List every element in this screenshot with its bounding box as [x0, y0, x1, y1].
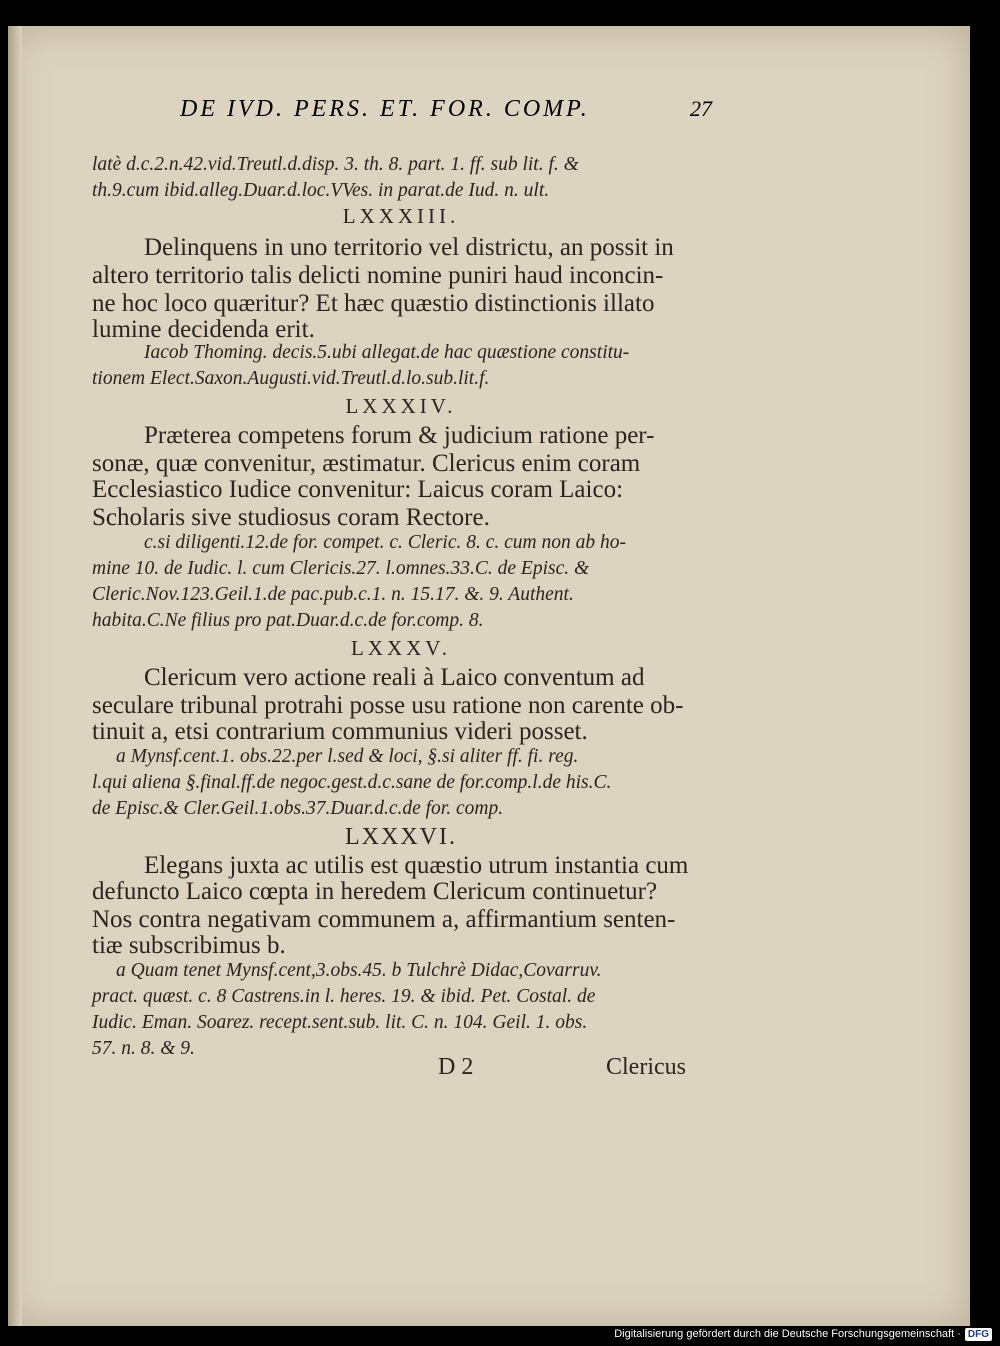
section-number: LXXXIII.: [342, 204, 460, 228]
citation-line: th.9.cum ibid.alleg.Duar.d.loc.VVes. in parat.de Iud. n. ult.: [92, 180, 550, 201]
body-line: tiæ subscribimus b.: [92, 932, 286, 959]
page-number: 27: [690, 96, 712, 121]
section-number: LXXXVI.: [345, 824, 457, 850]
digitization-credit: [614, 1324, 992, 1344]
citation-line: pract. quæst. c. 8 Castrens.in l. heres. 19. & ibid. Pet. Costal. de: [92, 986, 596, 1007]
body-line: Ecclesiastico Iudice convenitur: Laicus coram Laico:: [92, 476, 624, 503]
signature-mark: D 2: [438, 1054, 474, 1080]
body-line: ne hoc loco quæritur? Et hæc quæstio distinctionis illato: [92, 290, 655, 317]
citation-line: tionem Elect.Saxon.Augusti.vid.Treutl.d.lo.sub.lit.f.: [92, 368, 490, 389]
body-line: seculare tribunal protrahi posse usu ratione non carente ob-: [92, 692, 684, 719]
catchword: Clericus: [606, 1054, 686, 1080]
citation-line: Iacob Thoming. decis.5.ubi allegat.de hac quæstione constitu-: [144, 342, 630, 363]
citation-line: a Mynsf.cent.1. obs.22.per l.sed & loci, §.si aliter ff. fi. reg.: [116, 746, 579, 767]
citation-line: habita.C.Ne filius pro pat.Duar.d.c.de for.comp. 8.: [92, 610, 484, 631]
body-line: Elegans juxta ac utilis est quæstio utrum instantia cum: [144, 852, 689, 879]
citation-line: c.si diligenti.12.de for. compet. c. Cleric. 8. c. cum non ab ho-: [144, 532, 626, 553]
citation-line: latè d.c.2.n.42.vid.Treutl.d.disp. 3. th. 8. part. 1. ff. sub lit. f. &: [92, 154, 579, 175]
citation-line: a Quam tenet Mynsf.cent,3.obs.45. b Tulchrè Didac,Covarruv.: [116, 960, 602, 981]
section-number: LXXXV.: [350, 636, 452, 660]
citation-line: mine 10. de Iudic. l. cum Clericis.27. l.omnes.33.C. de Episc. &: [92, 558, 590, 579]
citation-line: l.qui aliena §.final.ff.de negoc.gest.d.c.sane de for.comp.l.de his.C.: [92, 772, 612, 793]
citation-line: 57. n. 8. & 9.: [92, 1038, 195, 1059]
body-line: lumine decidenda erit.: [92, 316, 315, 343]
body-line: Delinquens in uno territorio vel districtu, an possit in: [144, 234, 674, 261]
body-line: altero territorio talis delicti nomine puniri haud inconcin-: [92, 262, 664, 289]
running-head: [92, 96, 712, 128]
running-head-title: DE IVD. PERS. ET. FOR. COMP.: [180, 96, 590, 122]
citation-line: de Episc.& Cler.Geil.1.obs.37.Duar.d.c.de for. comp.: [92, 798, 504, 819]
body-line: Scholaris sive studiosus coram Rectore.: [92, 504, 490, 531]
citation-line: Cleric.Nov.123.Geil.1.de pac.pub.c.1. n. 15.17. &. 9. Authent.: [92, 584, 574, 605]
citation-line: Iudic. Eman. Soarez. recept.sent.sub. lit. C. n. 104. Geil. 1. obs.: [92, 1012, 588, 1033]
body-line: Nos contra negativam communem a, affirmantium senten-: [92, 906, 676, 933]
body-line: sonæ, quæ convenitur, æstimatur. Clericus enim coram: [92, 450, 641, 477]
body-line: defuncto Laico cœpta in heredem Clericum continuetur?: [92, 878, 658, 905]
section-number: LXXXIV.: [345, 394, 457, 418]
dfg-logo: DFG: [965, 1328, 992, 1341]
body-line: Præterea competens forum & judicium ratione per-: [144, 422, 655, 449]
page-edge-shadow: [8, 26, 22, 1326]
credit-text: Digitalisierung gefördert durch die Deutsche Forschungsgemeinschaft ·: [614, 1328, 961, 1340]
body-line: tinuit a, etsi contrarium communius videri posset.: [92, 718, 588, 745]
body-line: Clericum vero actione reali à Laico conventum ad: [144, 664, 645, 691]
